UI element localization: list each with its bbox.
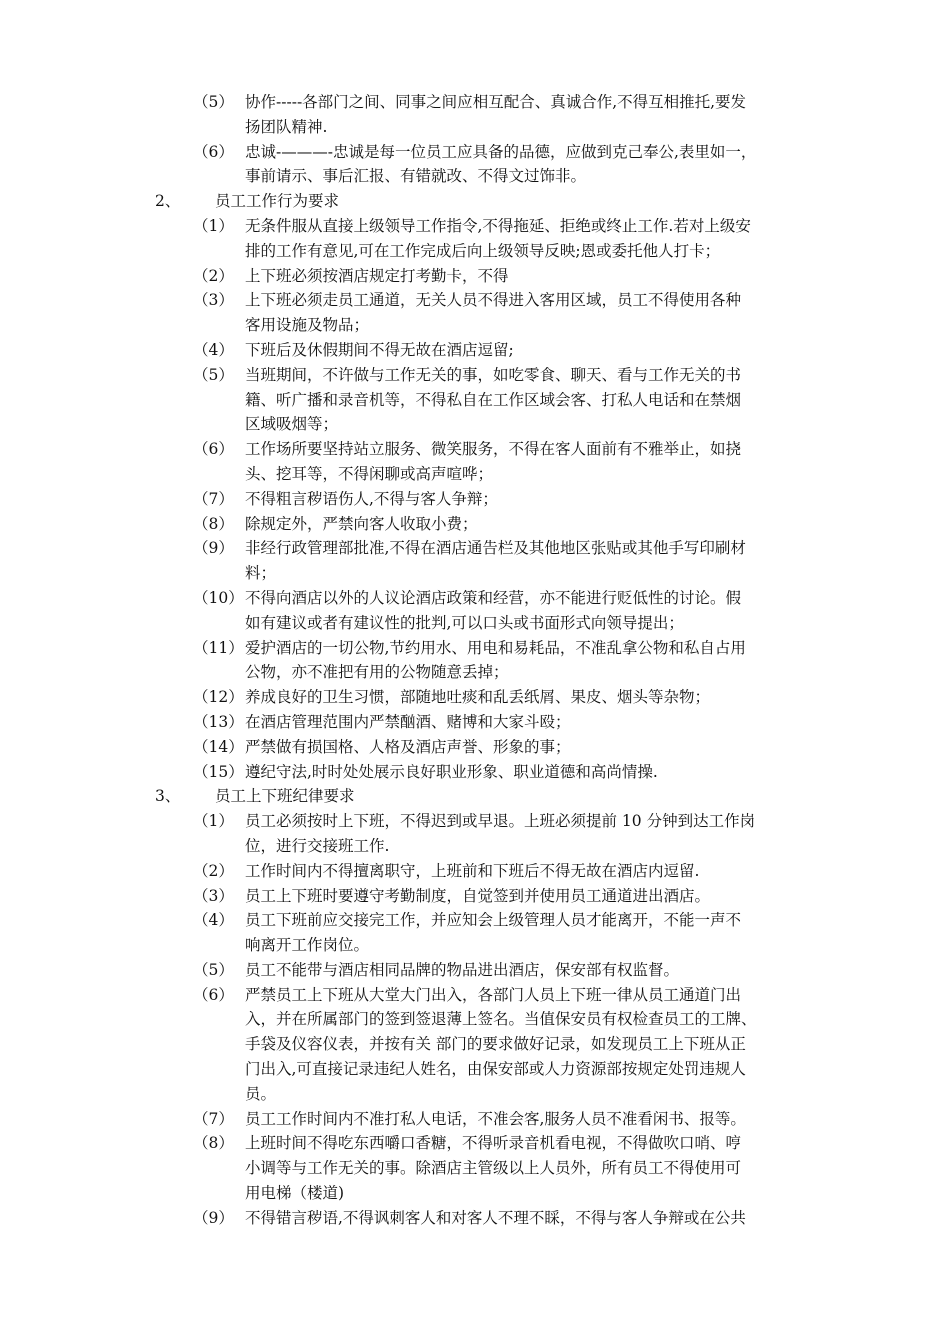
item-number: （1） — [193, 216, 234, 235]
item-number: （7） — [193, 489, 234, 508]
item-number: （4） — [193, 911, 234, 930]
item-line: 爱护酒店的一切公物,节约用水、用电和易耗品，不准乱拿公物和私自占用 — [245, 638, 746, 657]
item-text — [245, 140, 950, 190]
list-item — [0, 1131, 950, 1205]
item-line: 不得粗言秽语伤人,不得与客人争辩； — [245, 489, 498, 508]
list-item — [0, 487, 950, 512]
item-line: 工作场所要坚持站立服务、微笑服务，不得在客人面前有不雅举止，如挠 — [245, 440, 742, 459]
item-number: （15） — [193, 762, 244, 781]
item-text — [245, 512, 950, 537]
item-line: 员工下班前应交接完工作，并应知会上级管理人员才能离开，不能一声不 — [245, 911, 742, 930]
item-line: 小调等与工作无关的事。除酒店主管级以上人员外，所有员工不得使用可 — [245, 1159, 742, 1178]
item-number: （5） — [193, 960, 234, 979]
list-item — [0, 214, 950, 264]
list-item — [0, 809, 950, 859]
item-line: 严禁员工上下班从大堂大门出入，各部门人员上下班一律从员工通道门出 — [245, 985, 742, 1004]
list-item — [0, 636, 950, 686]
item-text — [245, 214, 950, 264]
list-item — [0, 958, 950, 983]
item-text — [245, 636, 950, 686]
item-text — [245, 90, 950, 140]
list-item — [0, 90, 950, 140]
item-number: （8） — [193, 1134, 234, 1153]
item-text — [245, 586, 950, 636]
section-2-title: 员工工作行为要求 — [215, 192, 340, 211]
item-number: （5） — [193, 93, 234, 111]
item-number: （13） — [193, 712, 244, 731]
list-item — [0, 363, 950, 437]
section-2-number: 2、 — [155, 192, 181, 211]
item-number: （2） — [193, 266, 234, 285]
list-item — [0, 264, 950, 289]
item-line: 用电梯（楼道) — [245, 1184, 345, 1203]
item-line: 上下班必须走员工通道，无关人员不得进入客用区域，员工不得使用各种 — [245, 291, 742, 310]
section-2-list — [0, 214, 950, 784]
list-item — [0, 288, 950, 338]
item-line: 料； — [245, 564, 277, 583]
item-number: （9） — [193, 1208, 234, 1227]
item-line: 上班时间不得吃东西嚼口香糖，不得听录音机看电视，不得做吹口哨、哼 — [245, 1134, 742, 1153]
item-line: 员。 — [245, 1084, 277, 1103]
item-number: （14） — [193, 737, 244, 756]
item-text — [245, 859, 950, 884]
item-text — [245, 760, 950, 785]
item-text — [245, 536, 950, 586]
item-text — [245, 735, 950, 760]
item-line: 养成良好的卫生习惯，部随地吐痰和乱丢纸屑、果皮、烟头等杂物； — [245, 688, 711, 707]
item-number: （3） — [193, 291, 234, 310]
item-line: 客用设施及物品； — [245, 316, 370, 335]
item-text — [245, 884, 950, 909]
item-number: （6） — [193, 985, 234, 1004]
item-line: 严禁做有损国格、人格及酒店声誉、形象的事； — [245, 737, 571, 756]
list-item — [0, 437, 950, 487]
item-number: （8） — [193, 514, 234, 533]
item-number: （11） — [193, 638, 244, 657]
item-text — [245, 710, 950, 735]
item-line: 员工上下班时要遵守考勤制度，自觉签到并使用员工通道进出酒店。 — [245, 886, 711, 905]
item-text — [245, 487, 950, 512]
item-line: 头、挖耳等，不得闲聊或高声喧哗； — [245, 464, 494, 483]
item-line: 工作时间内不得擅离职守，上班前和下班后不得无故在酒店内逗留. — [245, 861, 700, 880]
list-item — [0, 1206, 950, 1231]
item-line: 员工工作时间内不准打私人电话，不准会客,服务人员不准看闲书、报等。 — [245, 1109, 746, 1128]
item-line: 门出入,可直接记录违纪人姓名，由保安部或人力资源部按规定处罚违规人 — [245, 1060, 746, 1079]
item-number: （2） — [193, 861, 234, 880]
item-text — [245, 264, 950, 289]
list-item — [0, 1107, 950, 1132]
list-item — [0, 859, 950, 884]
item-line: 扬团队精神. — [245, 117, 328, 136]
list-item — [0, 884, 950, 909]
item-line: 下班后及休假期间不得无故在酒店逗留; — [245, 340, 514, 359]
item-number: （5） — [193, 365, 234, 384]
list-item — [0, 983, 950, 1107]
item-line: 如有建议或者有建议性的批判,可以口头或书面形式向领导提出； — [245, 613, 684, 632]
item-number: （12） — [193, 688, 244, 707]
list-item — [0, 338, 950, 363]
item-line: 非经行政管理部批准,不得在酒店通告栏及其他地区张贴或其他手写印刷材 — [245, 539, 746, 558]
list-item — [0, 908, 950, 958]
item-line: 位，进行交接班工作. — [245, 836, 390, 855]
document-page — [0, 90, 950, 1231]
list-item — [0, 586, 950, 636]
item-text — [245, 437, 950, 487]
item-line: 除规定外，严禁向客人收取小费； — [245, 514, 478, 533]
item-line: 当班期间，不许做与工作无关的事，如吃零食、聊天、看与工作无关的书 — [245, 365, 742, 384]
top-list — [0, 90, 950, 189]
item-line: 忠诚-———-忠诚是每一位员工应具备的品德，应做到克己奉公,表里如一， — [245, 142, 757, 161]
item-text — [245, 908, 950, 958]
item-line: 排的工作有意见,可在工作完成后向上级领导反映;恩或委托他人打卡； — [245, 241, 721, 260]
item-line: 响离开工作岗位。 — [245, 936, 370, 955]
item-number: （6） — [193, 142, 234, 161]
item-number: （7） — [193, 1109, 234, 1128]
item-line: 不得错言秽语,不得讽刺客人和对客人不理不睬，不得与客人争辩或在公共 — [245, 1208, 746, 1227]
item-text — [245, 958, 950, 983]
item-text — [245, 363, 950, 437]
list-item — [0, 735, 950, 760]
list-item — [0, 710, 950, 735]
section-3-heading — [0, 784, 950, 809]
item-number: （9） — [193, 539, 234, 558]
item-line: 员工必须按时上下班，不得迟到或早退。上班必须提前 10 分钟到达工作岗 — [245, 812, 756, 831]
item-number: （10） — [193, 588, 244, 607]
item-number: （1） — [193, 812, 234, 831]
item-text — [245, 1107, 950, 1132]
section-3-number: 3、 — [155, 787, 181, 806]
list-item — [0, 140, 950, 190]
item-number: （6） — [193, 440, 234, 459]
list-item — [0, 760, 950, 785]
item-line: 在酒店管理范围内严禁酗酒、赌博和大家斗殴； — [245, 712, 571, 731]
item-text — [245, 809, 950, 859]
item-number: （3） — [193, 886, 234, 905]
item-line: 协作-----各部门之间、同事之间应相互配合、真诚合作,不得互相推托,要发 — [245, 93, 747, 111]
item-line: 公物，亦不准把有用的公物随意丢掉； — [245, 663, 509, 682]
section-3-title: 员工上下班纪律要求 — [215, 787, 355, 806]
item-text — [245, 983, 950, 1107]
list-item — [0, 536, 950, 586]
item-text — [245, 288, 950, 338]
item-line: 手袋及仪容仪表，并按有关 部门的要求做好记录，如发现员工上下班从正 — [245, 1035, 746, 1054]
item-text — [245, 1131, 950, 1205]
item-number: （4） — [193, 340, 234, 359]
section-2-heading — [0, 189, 950, 214]
item-text — [245, 338, 950, 363]
item-line: 区域吸烟等； — [245, 415, 339, 434]
item-line: 籍、听广播和录音机等，不得私自在工作区域会客、打私人电话和在禁烟 — [245, 390, 742, 409]
item-text — [245, 685, 950, 710]
item-line: 遵纪守法,时时处处展示良好职业形象、职业道德和高尚情操. — [245, 762, 658, 781]
item-text — [245, 1206, 950, 1231]
item-line: 无条件服从直接上级领导工作指令,不得拖延、拒绝或终止工作.若对上级安 — [245, 216, 751, 235]
item-line: 事前请示、事后汇报、有错就改、不得文过饰非。 — [245, 167, 587, 186]
list-item — [0, 512, 950, 537]
item-line: 不得向酒店以外的人议论酒店政策和经营，亦不能进行贬低性的讨论。假 — [245, 588, 742, 607]
list-item — [0, 685, 950, 710]
section-3-list — [0, 809, 950, 1231]
item-line: 上下班必须按酒店规定打考勤卡，不得 — [245, 266, 509, 285]
item-line: 员工不能带与酒店相同品牌的物品进出酒店，保安部有权监督。 — [245, 960, 680, 979]
item-line: 入，并在所属部门的签到签退薄上签名。当值保安员有权检查员工的工牌、 — [245, 1010, 757, 1029]
